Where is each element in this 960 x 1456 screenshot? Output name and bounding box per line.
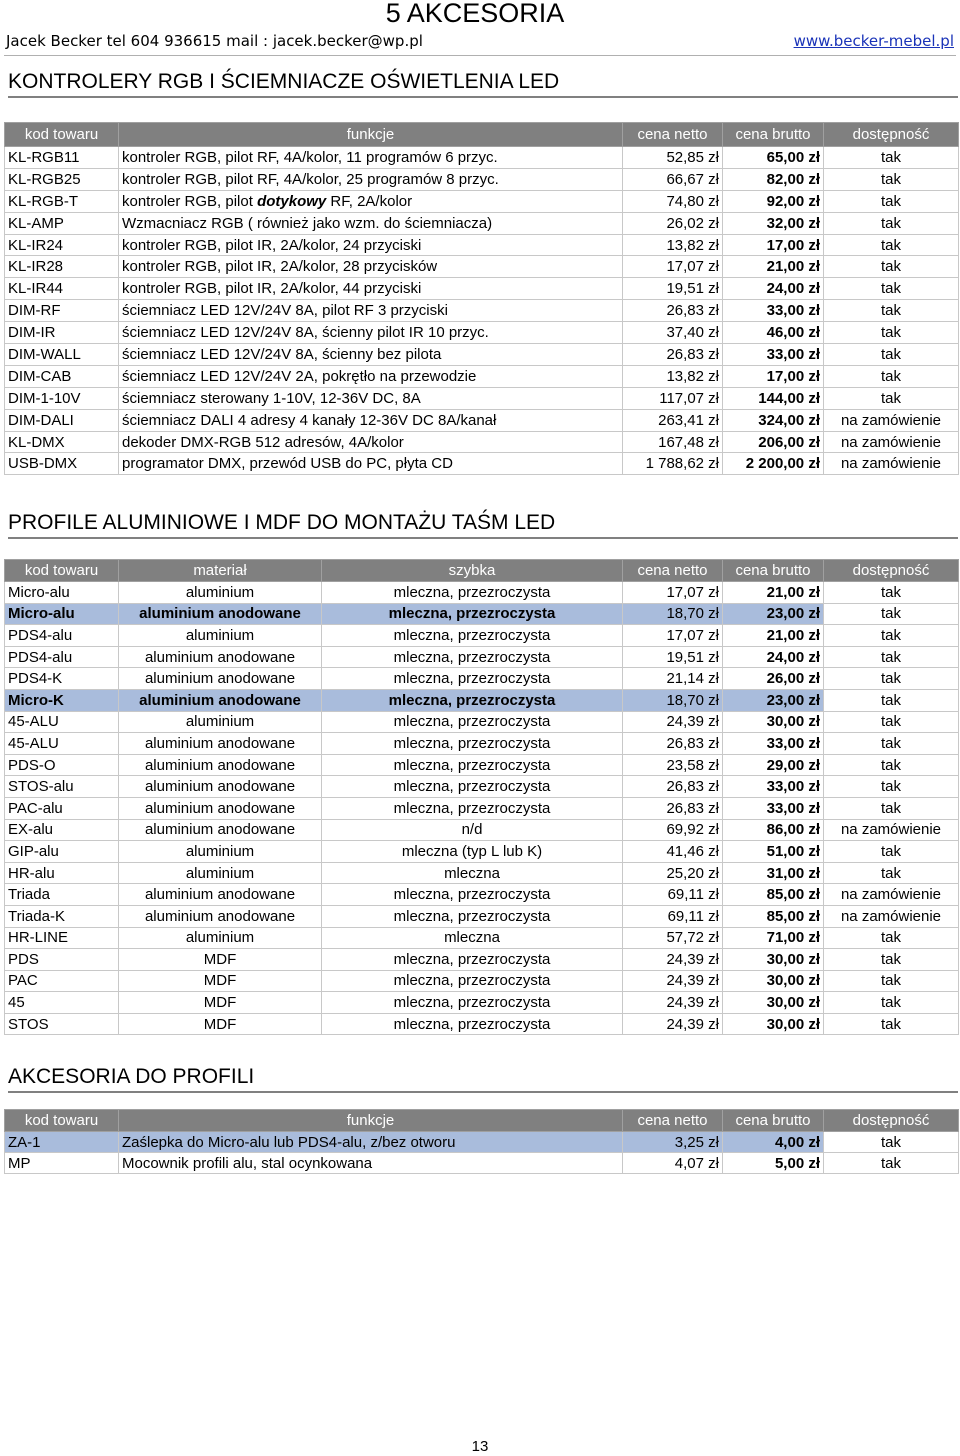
description-text: programator DMX, przewód USB do PC, płyta CD <box>122 455 453 473</box>
product-code: KL-IR44 <box>5 278 119 300</box>
table-row <box>5 387 959 409</box>
description-text: kontroler RGB, pilot IR, 2A/kolor, 44 przyciski <box>122 280 422 298</box>
availability: tak <box>824 970 959 992</box>
table-row <box>5 234 959 256</box>
product-code: KL-DMX <box>5 431 119 453</box>
availability: tak <box>824 190 959 212</box>
net-price: 37,40 zł <box>623 322 723 344</box>
availability: tak <box>824 582 959 604</box>
column-header: kod towaru <box>5 560 119 582</box>
availability: tak <box>824 344 959 366</box>
availability: tak <box>824 733 959 755</box>
column-header: cena netto <box>623 560 723 582</box>
product-code: PDS4-alu <box>5 625 119 647</box>
product-code: PDS4-alu <box>5 646 119 668</box>
availability: tak <box>824 841 959 863</box>
gross-price: 24,00 zł <box>723 646 824 668</box>
availability: tak <box>824 1153 959 1174</box>
gross-price: 33,00 zł <box>723 733 824 755</box>
product-code: Micro-alu <box>5 582 119 604</box>
availability: tak <box>824 776 959 798</box>
column-header: szybka <box>322 560 623 582</box>
description-text: kontroler RGB, pilot RF, 4A/kolor, 25 programów 8 przyc. <box>122 170 499 188</box>
accessories-table <box>4 1109 959 1174</box>
table-header-row <box>5 123 959 147</box>
table-row <box>5 431 959 453</box>
glass-type: mleczna, przezroczysta <box>322 646 623 668</box>
glass-type: n/d <box>322 819 623 841</box>
availability: tak <box>824 603 959 625</box>
product-code: DIM-RF <box>5 300 119 322</box>
net-price: 17,07 zł <box>623 256 723 278</box>
glass-type: mleczna, przezroczysta <box>322 733 623 755</box>
product-description <box>119 453 623 475</box>
gross-price: 92,00 zł <box>723 190 824 212</box>
availability: tak <box>824 387 959 409</box>
column-header: dostępność <box>824 123 959 147</box>
availability: na zamówienie <box>824 453 959 475</box>
material: MDF <box>119 970 322 992</box>
product-description <box>119 409 623 431</box>
net-price: 167,48 zł <box>623 431 723 453</box>
gross-price: 23,00 zł <box>723 689 824 711</box>
product-code: DIM-1-10V <box>5 387 119 409</box>
product-description: Mocownik profili alu, stal ocynkowana <box>119 1153 623 1174</box>
product-description: Zaślepka do Micro-alu lub PDS4-alu, z/bez otworu <box>119 1132 623 1153</box>
column-header: dostępność <box>824 1110 959 1132</box>
table-row <box>5 949 959 971</box>
glass-type: mleczna, przezroczysta <box>322 884 623 906</box>
material: MDF <box>119 1013 322 1035</box>
table-row <box>5 819 959 841</box>
product-code: PDS-O <box>5 754 119 776</box>
glass-type: mleczna, przezroczysta <box>322 970 623 992</box>
material: aluminium anodowane <box>119 603 322 625</box>
gross-price: 46,00 zł <box>723 322 824 344</box>
product-code: DIM-IR <box>5 322 119 344</box>
net-price: 18,70 zł <box>623 689 723 711</box>
availability: tak <box>824 949 959 971</box>
material: aluminium anodowane <box>119 733 322 755</box>
product-description <box>119 431 623 453</box>
gross-price: 2 200,00 zł <box>723 453 824 475</box>
description-text: ściemniacz LED 12V/24V 8A, pilot RF 3 przyciski <box>122 302 448 320</box>
description-text: ściemniacz LED 12V/24V 8A, ścienny pilot IR 10 przyc. <box>122 324 489 342</box>
product-code: ZA-1 <box>5 1132 119 1153</box>
description-text: ściemniacz LED 12V/24V 8A, ścienny bez pilota <box>122 345 442 363</box>
table-row <box>5 322 959 344</box>
table-row <box>5 711 959 733</box>
gross-price: 33,00 zł <box>723 776 824 798</box>
availability: tak <box>824 862 959 884</box>
net-price: 23,58 zł <box>623 754 723 776</box>
gross-price: 144,00 zł <box>723 387 824 409</box>
net-price: 24,39 zł <box>623 1013 723 1035</box>
material: aluminium anodowane <box>119 754 322 776</box>
availability: tak <box>824 754 959 776</box>
product-code: KL-RGB-T <box>5 190 119 212</box>
gross-price: 23,00 zł <box>723 603 824 625</box>
table-row <box>5 365 959 387</box>
glass-type: mleczna, przezroczysta <box>322 689 623 711</box>
net-price: 117,07 zł <box>623 387 723 409</box>
gross-price: 85,00 zł <box>723 884 824 906</box>
table-header-row <box>5 560 959 582</box>
gross-price: 17,00 zł <box>723 365 824 387</box>
table-row <box>5 1153 959 1174</box>
product-code: GIP-alu <box>5 841 119 863</box>
product-description <box>119 278 623 300</box>
glass-type: mleczna, przezroczysta <box>322 1013 623 1035</box>
gross-price: 21,00 zł <box>723 625 824 647</box>
gross-price: 65,00 zł <box>723 147 824 169</box>
product-code: KL-RGB25 <box>5 168 119 190</box>
product-description <box>119 322 623 344</box>
material: aluminium <box>119 711 322 733</box>
availability: na zamówienie <box>824 409 959 431</box>
gross-price: 30,00 zł <box>723 970 824 992</box>
gross-price: 33,00 zł <box>723 797 824 819</box>
gross-price: 86,00 zł <box>723 819 824 841</box>
product-description <box>119 344 623 366</box>
net-price: 24,39 zł <box>623 949 723 971</box>
availability: tak <box>824 992 959 1014</box>
net-price: 26,83 zł <box>623 776 723 798</box>
table-row <box>5 409 959 431</box>
table-row <box>5 668 959 690</box>
product-code: Micro-alu <box>5 603 119 625</box>
page-title: 5 AKCESORIA <box>385 0 565 28</box>
product-code: KL-IR28 <box>5 256 119 278</box>
gross-price: 33,00 zł <box>723 300 824 322</box>
product-code: DIM-DALI <box>5 409 119 431</box>
net-price: 26,83 zł <box>623 797 723 819</box>
section-title-accessories: AKCESORIA DO PROFILI <box>8 1063 958 1093</box>
description-text: dekoder DMX-RGB 512 adresów, 4A/kolor <box>122 433 404 451</box>
net-price: 24,39 zł <box>623 711 723 733</box>
net-price: 1 788,62 zł <box>623 453 723 475</box>
net-price: 26,02 zł <box>623 212 723 234</box>
product-code: KL-IR24 <box>5 234 119 256</box>
product-code: Micro-K <box>5 689 119 711</box>
material: aluminium anodowane <box>119 884 322 906</box>
net-price: 69,11 zł <box>623 884 723 906</box>
availability: tak <box>824 927 959 949</box>
table-header-row <box>5 1110 959 1132</box>
glass-type: mleczna, przezroczysta <box>322 625 623 647</box>
gross-price: 24,00 zł <box>723 278 824 300</box>
product-code: EX-alu <box>5 819 119 841</box>
column-header: cena netto <box>623 1110 723 1132</box>
material: aluminium <box>119 862 322 884</box>
gross-price: 30,00 zł <box>723 1013 824 1035</box>
product-description <box>119 365 623 387</box>
availability: tak <box>824 668 959 690</box>
product-code: PAC <box>5 970 119 992</box>
net-price: 263,41 zł <box>623 409 723 431</box>
column-header: funkcje <box>119 123 623 147</box>
table-row <box>5 278 959 300</box>
availability: tak <box>824 646 959 668</box>
glass-type: mleczna <box>322 862 623 884</box>
net-price: 4,07 zł <box>623 1153 723 1174</box>
net-price: 24,39 zł <box>623 970 723 992</box>
net-price: 74,80 zł <box>623 190 723 212</box>
availability: na zamówienie <box>824 884 959 906</box>
net-price: 26,83 zł <box>623 300 723 322</box>
net-price: 26,83 zł <box>623 733 723 755</box>
table-row <box>5 190 959 212</box>
gross-price: 32,00 zł <box>723 212 824 234</box>
availability: tak <box>824 1132 959 1153</box>
glass-type: mleczna, przezroczysta <box>322 582 623 604</box>
product-code: PDS4-K <box>5 668 119 690</box>
net-price: 52,85 zł <box>623 147 723 169</box>
availability: tak <box>824 147 959 169</box>
gross-price: 85,00 zł <box>723 905 824 927</box>
glass-type: mleczna, przezroczysta <box>322 668 623 690</box>
availability: tak <box>824 711 959 733</box>
product-code: Triada-K <box>5 905 119 927</box>
gross-price: 30,00 zł <box>723 992 824 1014</box>
column-header: funkcje <box>119 1110 623 1132</box>
gross-price: 21,00 zł <box>723 256 824 278</box>
website-link[interactable]: www.becker-mebel.pl <box>793 32 954 50</box>
table-row <box>5 625 959 647</box>
description-text: kontroler RGB, pilot RF, 4A/kolor, 11 programów 6 przyc. <box>122 148 498 166</box>
product-code: MP <box>5 1153 119 1174</box>
material: MDF <box>119 992 322 1014</box>
availability: tak <box>824 1013 959 1035</box>
column-header: dostępność <box>824 560 959 582</box>
table-row <box>5 905 959 927</box>
table-row <box>5 646 959 668</box>
product-code: Triada <box>5 884 119 906</box>
product-description <box>119 300 623 322</box>
net-price: 69,11 zł <box>623 905 723 927</box>
product-description <box>119 234 623 256</box>
product-code: 45-ALU <box>5 711 119 733</box>
table-row <box>5 776 959 798</box>
product-description <box>119 190 623 212</box>
availability: tak <box>824 300 959 322</box>
net-price: 21,14 zł <box>623 668 723 690</box>
availability: tak <box>824 256 959 278</box>
gross-price: 5,00 zł <box>723 1153 824 1174</box>
table-row <box>5 453 959 475</box>
product-code: STOS-alu <box>5 776 119 798</box>
description-text: ściemniacz LED 12V/24V 2A, pokrętło na przewodzie <box>122 367 477 385</box>
gross-price: 30,00 zł <box>723 711 824 733</box>
glass-type: mleczna <box>322 927 623 949</box>
column-header: kod towaru <box>5 123 119 147</box>
gross-price: 71,00 zł <box>723 927 824 949</box>
description-text: Wzmacniacz RGB ( również jako wzm. do ściemniacza) <box>122 214 493 232</box>
column-header: materiał <box>119 560 322 582</box>
net-price: 3,25 zł <box>623 1132 723 1153</box>
product-code: 45-ALU <box>5 733 119 755</box>
gross-price: 324,00 zł <box>723 409 824 431</box>
glass-type: mleczna, przezroczysta <box>322 949 623 971</box>
product-code: HR-alu <box>5 862 119 884</box>
column-header: cena netto <box>623 123 723 147</box>
glass-type: mleczna, przezroczysta <box>322 711 623 733</box>
description-emphasis: dotykowy <box>257 192 327 210</box>
product-code: HR-LINE <box>5 927 119 949</box>
availability: na zamówienie <box>824 431 959 453</box>
net-price: 69,92 zł <box>623 819 723 841</box>
table-row <box>5 1013 959 1035</box>
product-code: KL-RGB11 <box>5 147 119 169</box>
material: aluminium anodowane <box>119 776 322 798</box>
glass-type: mleczna, przezroczysta <box>322 776 623 798</box>
header-divider <box>4 55 956 56</box>
description-text: kontroler RGB, pilot IR, 2A/kolor, 28 przycisków <box>122 258 438 276</box>
material: aluminium <box>119 625 322 647</box>
gross-price: 51,00 zł <box>723 841 824 863</box>
product-code: KL-AMP <box>5 212 119 234</box>
table-row <box>5 147 959 169</box>
product-description <box>119 387 623 409</box>
page-number: 13 <box>471 1438 489 1455</box>
material: aluminium anodowane <box>119 905 322 927</box>
net-price: 17,07 zł <box>623 582 723 604</box>
net-price: 17,07 zł <box>623 625 723 647</box>
material: MDF <box>119 949 322 971</box>
section-title-controllers: KONTROLERY RGB I ŚCIEMNIACZE OŚWIETLENIA LED <box>8 68 958 98</box>
availability: tak <box>824 234 959 256</box>
table-row <box>5 344 959 366</box>
glass-type: mleczna (typ L lub K) <box>322 841 623 863</box>
gross-price: 26,00 zł <box>723 668 824 690</box>
gross-price: 31,00 zł <box>723 862 824 884</box>
net-price: 19,51 zł <box>623 646 723 668</box>
table-row <box>5 256 959 278</box>
material: aluminium anodowane <box>119 819 322 841</box>
table-row <box>5 733 959 755</box>
description-text: kontroler RGB, pilot IR, 2A/kolor, 24 przyciski <box>122 236 422 254</box>
table-row <box>5 689 959 711</box>
gross-price: 4,00 zł <box>723 1132 824 1153</box>
glass-type: mleczna, przezroczysta <box>322 797 623 819</box>
availability: na zamówienie <box>824 905 959 927</box>
description-text: ściemniacz DALI 4 adresy 4 kanały 12-36V DC 8A/kanał <box>122 411 497 429</box>
net-price: 26,83 zł <box>623 344 723 366</box>
gross-price: 206,00 zł <box>723 431 824 453</box>
gross-price: 17,00 zł <box>723 234 824 256</box>
column-header: cena brutto <box>723 560 824 582</box>
gross-price: 29,00 zł <box>723 754 824 776</box>
product-code: DIM-CAB <box>5 365 119 387</box>
table-row <box>5 970 959 992</box>
column-header: cena brutto <box>723 123 824 147</box>
table-row <box>5 927 959 949</box>
table-row <box>5 603 959 625</box>
profiles-table <box>4 559 959 1035</box>
table-row <box>5 582 959 604</box>
net-price: 25,20 zł <box>623 862 723 884</box>
net-price: 66,67 zł <box>623 168 723 190</box>
material: aluminium <box>119 582 322 604</box>
product-description <box>119 168 623 190</box>
glass-type: mleczna, przezroczysta <box>322 905 623 927</box>
availability: tak <box>824 168 959 190</box>
material: aluminium <box>119 927 322 949</box>
product-code: PAC-alu <box>5 797 119 819</box>
gross-price: 21,00 zł <box>723 582 824 604</box>
table-row <box>5 1132 959 1153</box>
availability: tak <box>824 365 959 387</box>
table-row <box>5 168 959 190</box>
glass-type: mleczna, przezroczysta <box>322 754 623 776</box>
material: aluminium anodowane <box>119 797 322 819</box>
description-text: RF, 2A/kolor <box>326 192 413 210</box>
net-price: 18,70 zł <box>623 603 723 625</box>
description-text: ściemniacz sterowany 1-10V, 12-36V DC, 8A <box>122 389 421 407</box>
product-code: STOS <box>5 1013 119 1035</box>
glass-type: mleczna, przezroczysta <box>322 603 623 625</box>
product-description <box>119 212 623 234</box>
gross-price: 30,00 zł <box>723 949 824 971</box>
availability: tak <box>824 212 959 234</box>
table-row <box>5 841 959 863</box>
availability: tak <box>824 322 959 344</box>
material: aluminium anodowane <box>119 646 322 668</box>
description-text: kontroler RGB, pilot <box>122 192 258 210</box>
net-price: 13,82 zł <box>623 234 723 256</box>
table-row <box>5 884 959 906</box>
net-price: 41,46 zł <box>623 841 723 863</box>
material: aluminium anodowane <box>119 689 322 711</box>
table-row <box>5 212 959 234</box>
net-price: 57,72 zł <box>623 927 723 949</box>
product-code: USB-DMX <box>5 453 119 475</box>
column-header: cena brutto <box>723 1110 824 1132</box>
product-code: DIM-WALL <box>5 344 119 366</box>
product-code: PDS <box>5 949 119 971</box>
net-price: 19,51 zł <box>623 278 723 300</box>
table-row <box>5 797 959 819</box>
net-price: 13,82 zł <box>623 365 723 387</box>
glass-type: mleczna, przezroczysta <box>322 992 623 1014</box>
availability: tak <box>824 625 959 647</box>
material: aluminium anodowane <box>119 668 322 690</box>
gross-price: 33,00 zł <box>723 344 824 366</box>
product-description <box>119 256 623 278</box>
availability: na zamówienie <box>824 819 959 841</box>
contact-info: Jacek Becker tel 604 936615 mail : jacek.becker@wp.pl <box>6 32 423 50</box>
table-row <box>5 300 959 322</box>
table-row <box>5 862 959 884</box>
material: aluminium <box>119 841 322 863</box>
section-title-profiles: PROFILE ALUMINIOWE I MDF DO MONTAŻU TAŚM LED <box>8 509 958 539</box>
gross-price: 82,00 zł <box>723 168 824 190</box>
product-code: 45 <box>5 992 119 1014</box>
product-description <box>119 147 623 169</box>
table-row <box>5 754 959 776</box>
column-header: kod towaru <box>5 1110 119 1132</box>
availability: tak <box>824 689 959 711</box>
availability: tak <box>824 797 959 819</box>
availability: tak <box>824 278 959 300</box>
controllers-table <box>4 122 959 475</box>
net-price: 24,39 zł <box>623 992 723 1014</box>
table-row <box>5 992 959 1014</box>
